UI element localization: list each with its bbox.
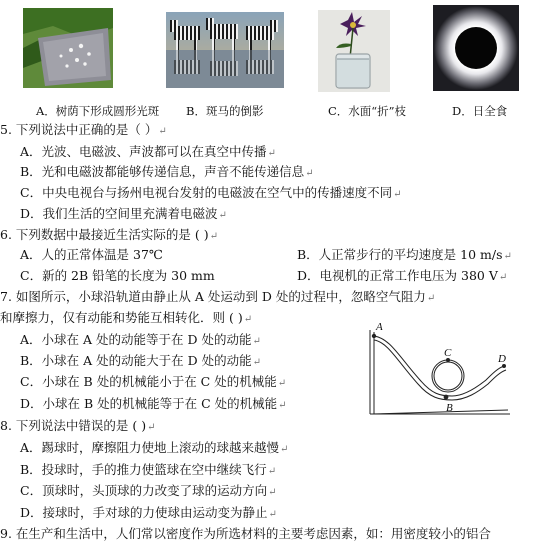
question-5-stem: 5. 下列说法中正确的是（ ）↵ (0, 122, 167, 137)
question-6-option-a: A．人的正常体温是 37℃ (20, 247, 163, 262)
question-8-option-d: D．接球时，手对球的力使球由运动变为静止↵ (20, 505, 277, 520)
diagram-label-a: A (376, 321, 383, 333)
zebra-reflection-photo (166, 12, 284, 88)
diagram-label-b: B (446, 402, 453, 414)
question-5-option-d: D．我们生活的空间里充满着电磁波↵ (20, 206, 227, 221)
question-7-option-a: A．小球在 A 处的动能等于在 D 处的动能↵ (20, 332, 261, 347)
question-6-option-d: D．电视机的正常工作电压为 380 V↵ (297, 268, 508, 283)
question-7-stem-line-1: 7. 如图所示，小球沿轨道由静止从 A 处运动到 D 处的过程中，忽略空气阻力↵ (0, 289, 436, 304)
question-6-option-c: C．新的 2B 铅笔的长度为 30 mm (20, 268, 215, 283)
question-7-stem-line-2: 和摩擦力，仅有动能和势能互相转化．则 ( )↵ (0, 310, 253, 325)
question-8-option-c: C．顶球时，头顶球的力改变了球的运动方向↵ (20, 483, 277, 498)
diagram-label-c: C (444, 347, 452, 359)
flower-vase-photo (318, 10, 390, 92)
question-8-option-a: A．踢球时，摩擦阻力使地上滚动的球越来越慢↵ (20, 440, 289, 455)
question-6-stem: 6. 下列数据中最接近生活实际的是 ( )↵ (0, 227, 218, 242)
image-caption-d: D．日全食 (452, 104, 508, 118)
image-caption-c: C．水面“折”枝 (328, 104, 407, 118)
image-caption-a: A．树荫下形成圆形光斑 (36, 104, 160, 118)
question-6-option-b: B．人正常步行的平均速度是 10 m/s↵ (297, 247, 512, 262)
question-8-option-b: B．投球时，手的推力使篮球在空中继续飞行↵ (20, 462, 277, 477)
question-7-option-b: B．小球在 A 处的动能大于在 D 处的动能↵ (20, 353, 262, 368)
track-diagram (360, 318, 520, 418)
question-5-option-c: C．中央电视台与扬州电视台发射的电磁波在空气中的传播速度不同↵ (20, 185, 402, 200)
question-7-option-c: C．小球在 B 处的机械能小于在 C 处的机械能↵ (20, 374, 287, 389)
question-9-stem: 9. 在生产和生活中，人们常以密度作为所选材料的主要考虑因素，如：用密度较小的铝合 (0, 526, 491, 541)
image-caption-b: B．斑马的倒影 (186, 104, 264, 118)
question-5-option-a: A．光波、电磁波、声波都可以在真空中传播↵ (20, 144, 276, 159)
solar-eclipse-photo (433, 5, 519, 91)
tree-shadow-photo (23, 8, 113, 88)
diagram-label-d: D (498, 353, 506, 365)
question-5-option-b: B．光和电磁波都能够传递信息，声音不能传递信息↵ (20, 164, 314, 179)
question-8-stem: 8. 下列说法中错误的是 ( )↵ (0, 418, 156, 433)
question-7-option-d: D．小球在 B 处的机械能等于在 C 处的机械能↵ (20, 396, 287, 411)
